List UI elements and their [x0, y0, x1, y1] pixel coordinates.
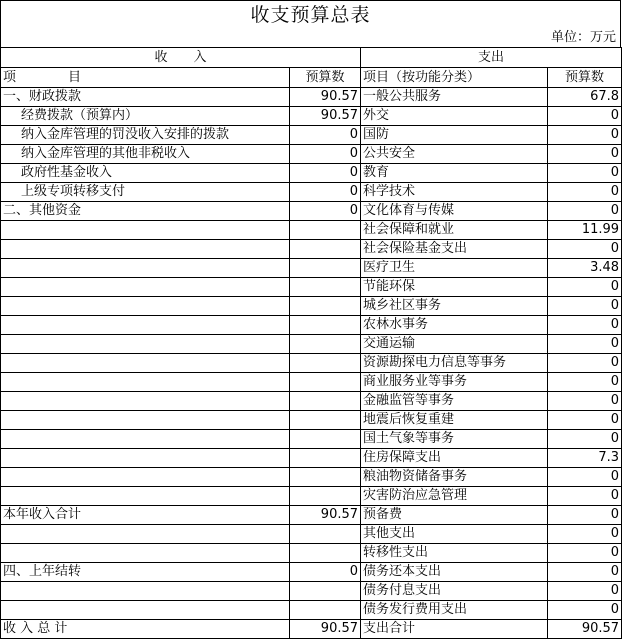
income-value-cell: 90.57 [290, 620, 361, 639]
expense-value-cell: 0 [548, 145, 622, 164]
income-item-cell: 经费拨款（预算内） [1, 107, 290, 126]
expense-value-cell: 67.8 [548, 88, 622, 107]
expense-item-cell: 城乡社区事务 [361, 297, 548, 316]
table-row [1, 487, 622, 506]
income-value-cell: 0 [290, 145, 361, 164]
expense-item-cell: 其他支出 [361, 525, 548, 544]
income-item-cell [1, 487, 290, 506]
expense-value-cell: 0 [548, 430, 622, 449]
income-value-cell: 90.57 [290, 506, 361, 525]
expense-item-cell: 债务付息支出 [361, 582, 548, 601]
income-value-cell [290, 278, 361, 297]
expense-item-cell: 国防 [361, 126, 548, 145]
income-value-cell [290, 525, 361, 544]
income-item-cell [1, 582, 290, 601]
expense-value-cell: 0 [548, 525, 622, 544]
table-row [1, 259, 622, 278]
expense-item-cell: 外交 [361, 107, 548, 126]
table-row [1, 297, 622, 316]
income-value-cell [290, 373, 361, 392]
table-row [1, 525, 622, 544]
expense-item-cell: 社会保险基金支出 [361, 240, 548, 259]
income-item-cell [1, 316, 290, 335]
income-value-cell [290, 335, 361, 354]
income-item-cell [1, 335, 290, 354]
expense-value-cell: 0 [548, 164, 622, 183]
table-row [1, 449, 622, 468]
table-row [1, 563, 622, 582]
income-item-header: 项 目 [1, 68, 290, 88]
expense-item-cell: 住房保障支出 [361, 449, 548, 468]
expense-value-cell: 0 [548, 563, 622, 582]
income-value-cell [290, 468, 361, 487]
table-row [1, 107, 622, 126]
table-row [1, 468, 622, 487]
expense-header: 支出 [361, 48, 622, 68]
income-item-cell [1, 411, 290, 430]
income-item-cell [1, 297, 290, 316]
table-row [1, 506, 622, 525]
income-value-cell [290, 316, 361, 335]
expense-item-cell: 金融监管等事务 [361, 392, 548, 411]
expense-item-cell: 预备费 [361, 506, 548, 525]
expense-item-cell: 节能环保 [361, 278, 548, 297]
income-value-cell [290, 240, 361, 259]
income-item-cell: 纳入金库管理的其他非税收入 [1, 145, 290, 164]
income-item-cell [1, 354, 290, 373]
income-item-cell [1, 240, 290, 259]
income-value-cell: 0 [290, 202, 361, 221]
table-row [1, 164, 622, 183]
income-item-cell: 本年收入合计 [1, 506, 290, 525]
income-item-cell: 收 入 总 计 [1, 620, 290, 639]
expense-item-cell: 一般公共服务 [361, 88, 548, 107]
expense-value-cell: 0 [548, 278, 622, 297]
income-header: 收 入 [1, 48, 361, 68]
expense-item-cell: 资源勘探电力信息等事务 [361, 354, 548, 373]
income-value-cell [290, 487, 361, 506]
expense-value-cell: 0 [548, 202, 622, 221]
expense-item-cell: 公共安全 [361, 145, 548, 164]
table-row [1, 202, 622, 221]
expense-item-cell: 文化体育与传媒 [361, 202, 548, 221]
table-row [1, 278, 622, 297]
table-row [1, 240, 622, 259]
expense-item-header: 项目（按功能分类） [361, 68, 548, 88]
expense-item-cell: 债务发行费用支出 [361, 601, 548, 620]
income-value-cell [290, 354, 361, 373]
income-value-cell [290, 430, 361, 449]
budget-table [0, 47, 622, 639]
income-item-cell [1, 468, 290, 487]
expense-value-cell: 90.57 [548, 620, 622, 639]
table-row [1, 221, 622, 240]
income-value-cell [290, 221, 361, 240]
sheet-title: 收支预算总表 [0, 0, 621, 28]
income-item-cell [1, 259, 290, 278]
income-item-cell [1, 221, 290, 240]
income-item-cell: 纳入金库管理的罚没收入安排的拨款 [1, 126, 290, 145]
income-item-cell: 四、上年结转 [1, 563, 290, 582]
income-item-cell [1, 278, 290, 297]
section-header-row [1, 48, 622, 68]
table-row [1, 145, 622, 164]
table-row [1, 582, 622, 601]
table-row [1, 335, 622, 354]
income-value-cell [290, 259, 361, 278]
income-value-cell: 0 [290, 164, 361, 183]
expense-value-cell: 0 [548, 544, 622, 563]
column-header-row [1, 68, 622, 88]
income-value-cell [290, 449, 361, 468]
table-row [1, 601, 622, 620]
expense-value-cell: 0 [548, 240, 622, 259]
income-item-cell [1, 430, 290, 449]
expense-item-cell: 地震后恢复重建 [361, 411, 548, 430]
expense-value-cell: 0 [548, 297, 622, 316]
income-value-cell: 90.57 [290, 88, 361, 107]
income-item-cell [1, 544, 290, 563]
expense-item-cell: 商业服务业等事务 [361, 373, 548, 392]
income-item-cell [1, 392, 290, 411]
expense-value-cell: 0 [548, 468, 622, 487]
table-row [1, 354, 622, 373]
expense-value-cell: 0 [548, 506, 622, 525]
expense-value-cell: 0 [548, 601, 622, 620]
table-row [1, 88, 622, 107]
table-row [1, 430, 622, 449]
expense-value-cell: 0 [548, 316, 622, 335]
expense-value-cell: 0 [548, 411, 622, 430]
expense-value-cell: 0 [548, 582, 622, 601]
expense-item-cell: 交通运输 [361, 335, 548, 354]
income-value-cell: 0 [290, 183, 361, 202]
income-value-cell [290, 544, 361, 563]
expense-value-cell: 0 [548, 126, 622, 145]
expense-value-cell: 11.99 [548, 221, 622, 240]
income-value-cell [290, 297, 361, 316]
income-item-cell: 政府性基金收入 [1, 164, 290, 183]
expense-value-cell: 3.48 [548, 259, 622, 278]
income-item-cell [1, 373, 290, 392]
income-item-cell [1, 525, 290, 544]
income-item-cell: 二、其他资金 [1, 202, 290, 221]
expense-item-cell: 支出合计 [361, 620, 548, 639]
table-row [1, 544, 622, 563]
table-row [1, 316, 622, 335]
income-item-cell [1, 601, 290, 620]
income-value-cell [290, 392, 361, 411]
income-value-cell: 0 [290, 126, 361, 145]
expense-value-cell: 0 [548, 354, 622, 373]
expense-item-cell: 灾害防治应急管理 [361, 487, 548, 506]
expense-budget-header: 预算数 [548, 68, 622, 88]
table-row [1, 411, 622, 430]
income-value-cell [290, 411, 361, 430]
unit-label: 单位：万元 [0, 28, 621, 47]
expense-item-cell: 农林水事务 [361, 316, 548, 335]
income-item-cell [1, 449, 290, 468]
income-value-cell [290, 601, 361, 620]
table-row [1, 392, 622, 411]
table-row [1, 126, 622, 145]
income-budget-header: 预算数 [290, 68, 361, 88]
expense-value-cell: 0 [548, 392, 622, 411]
income-item-cell: 上级专项转移支付 [1, 183, 290, 202]
expense-item-cell: 转移性支出 [361, 544, 548, 563]
table-row [1, 373, 622, 392]
expense-item-cell: 医疗卫生 [361, 259, 548, 278]
expense-item-cell: 教育 [361, 164, 548, 183]
expense-value-cell: 0 [548, 335, 622, 354]
expense-item-cell: 债务还本支出 [361, 563, 548, 582]
expense-item-cell: 粮油物资储备事务 [361, 468, 548, 487]
expense-item-cell: 社会保障和就业 [361, 221, 548, 240]
income-value-cell [290, 582, 361, 601]
expense-item-cell: 国土气象等事务 [361, 430, 548, 449]
income-value-cell: 0 [290, 563, 361, 582]
table-row [1, 183, 622, 202]
expense-value-cell: 0 [548, 373, 622, 392]
expense-item-cell: 科学技术 [361, 183, 548, 202]
expense-value-cell: 7.3 [548, 449, 622, 468]
expense-value-cell: 0 [548, 487, 622, 506]
income-item-cell: 一、财政拨款 [1, 88, 290, 107]
expense-value-cell: 0 [548, 183, 622, 202]
income-value-cell: 90.57 [290, 107, 361, 126]
expense-value-cell: 0 [548, 107, 622, 126]
